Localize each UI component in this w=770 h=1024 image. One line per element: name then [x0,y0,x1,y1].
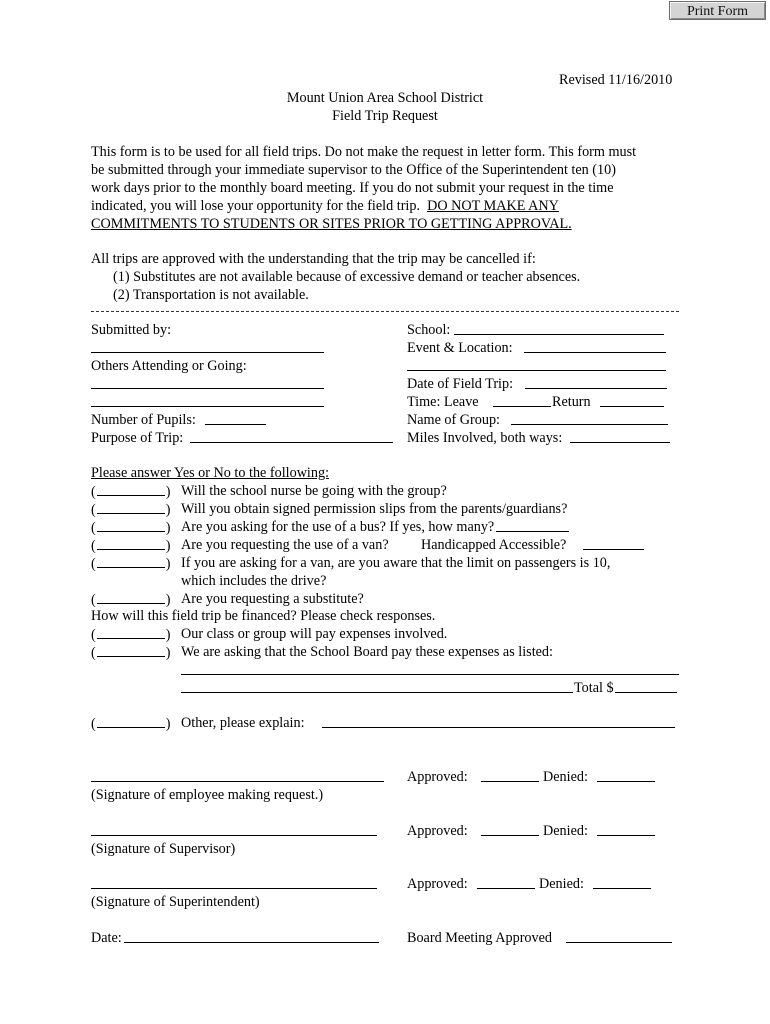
employee-denied-field[interactable] [597,781,655,782]
other-explain-field[interactable] [322,727,675,728]
miles-field[interactable] [570,442,670,443]
questions-heading: Please answer Yes or No to the following: [91,465,330,481]
time-leave-label: Time: Leave [407,394,479,410]
denied-label: Denied: [543,769,588,785]
purpose-of-trip-label: Purpose of Trip: [91,430,184,446]
question-text: Are you requesting a substitute? [181,591,364,607]
question-row [91,518,495,537]
intro-line-3: work days prior to the monthly board meeting. If you do not submit your request in the time [91,180,614,196]
total-field[interactable] [615,692,677,693]
expenses-field-2[interactable] [181,692,573,693]
cancellation-lead: All trips are approved with the understanding that the trip may be cancelled if: [91,251,536,267]
revised-date: Revised 11/16/2010 [559,72,673,88]
answer-blank[interactable]: ( ) [91,556,171,572]
dashed-divider [91,311,679,312]
question-text: Are you asking for the use of a bus? If yes, how many? [181,519,495,535]
board-meeting-field[interactable] [566,942,672,943]
time-return-field[interactable] [600,406,664,407]
supervisor-signature-field[interactable] [91,835,377,836]
approved-label: Approved: [407,876,468,892]
answer-blank[interactable]: ( ) [91,592,171,608]
superintendent-denied-field[interactable] [593,888,651,889]
financing-row [91,625,448,644]
question-text: Are you requesting the use of a van? [181,537,389,553]
supervisor-denied-field[interactable] [597,835,655,836]
date-of-trip-label: Date of Field Trip: [407,376,514,392]
intro-line-4 [91,197,559,215]
supervisor-signature-label: (Signature of Supervisor) [91,841,236,857]
question-row [91,554,611,573]
name-of-group-label: Name of Group: [407,412,500,428]
supervisor-approved-field[interactable] [481,835,539,836]
superintendent-signature-label: (Signature of Superintendent) [91,894,260,910]
date-label: Date: [91,930,122,946]
others-attending-field-2[interactable] [91,406,324,407]
intro-line-2: be submitted through your immediate supervisor to the Office of the Superintendent ten (10) [91,162,616,178]
denied-label: Denied: [539,876,584,892]
financing-option-text: We are asking that the School Board pay these expenses as listed: [181,644,553,660]
answer-blank[interactable]: ( ) [91,538,171,554]
answer-blank[interactable]: ( ) [91,484,171,500]
question-row [91,500,568,519]
date-of-trip-field[interactable] [525,388,667,389]
time-leave-field[interactable] [493,406,551,407]
answer-blank[interactable]: ( ) [91,645,171,661]
submitted-by-field[interactable] [91,352,324,353]
other-label: Other, please explain: [181,715,305,731]
school-label: School: [407,322,451,338]
question-row [91,536,389,555]
warning-text-2: COMMITMENTS TO STUDENTS OR SITES PRIOR TO GETTING APPROVAL. [91,216,572,232]
expenses-field-1[interactable] [181,674,679,675]
answer-blank[interactable]: ( ) [91,502,171,518]
question-row [91,482,447,501]
employee-approved-field[interactable] [481,781,539,782]
miles-label: Miles Involved, both ways: [407,430,563,446]
answer-blank[interactable]: ( ) [91,627,171,643]
employee-signature-field[interactable] [91,781,384,782]
print-form-button[interactable]: Print Form [669,1,766,20]
handicapped-field[interactable] [583,549,644,550]
number-of-pupils-field[interactable] [205,424,266,425]
intro-line-4-text: indicated, you will lose your opportunity for the field trip. [91,198,421,214]
district-name: Mount Union Area School District [286,90,484,106]
intro-line-1: This form is to be used for all field trips. Do not make the request in letter form. This form must [91,144,637,160]
superintendent-approved-field[interactable] [477,888,535,889]
school-field[interactable] [454,334,664,335]
cancellation-item-2: (2) Transportation is not available. [113,287,309,303]
event-location-label: Event & Location: [407,340,513,356]
time-return-label: Return [552,394,591,410]
financing-heading: How will this field trip be financed? Please check responses. [91,608,436,624]
answer-blank[interactable]: ( ) [91,520,171,536]
answer-blank[interactable]: ( ) [91,716,171,732]
employee-signature-label: (Signature of employee making request.) [91,787,324,803]
total-label: Total $ [574,680,614,696]
submitted-by-label: Submitted by: [91,322,172,338]
event-location-field[interactable] [524,352,666,353]
others-attending-field-1[interactable] [91,388,324,389]
approved-label: Approved: [407,769,468,785]
question-text: Will you obtain signed permission slips from the parents/guardians? [181,501,568,517]
question-text: Will the school nurse be going with the group? [181,483,447,499]
name-of-group-field[interactable] [511,424,668,425]
superintendent-signature-field[interactable] [91,888,377,889]
handicapped-label: Handicapped Accessible? [421,537,567,553]
purpose-of-trip-field[interactable] [190,442,393,443]
financing-row [91,714,305,733]
bus-count-field[interactable] [496,531,569,532]
warning-text-1: DO NOT MAKE ANY [427,198,559,214]
financing-option-text: Our class or group will pay expenses involved. [181,626,448,642]
cancellation-item-1: (1) Substitutes are not available because of excessive demand or teacher absences. [113,269,581,285]
others-attending-label: Others Attending or Going: [91,358,247,374]
question-text: If you are asking for a van, are you aware that the limit on passengers is 10, [181,555,611,571]
page-title: Field Trip Request [332,108,438,124]
event-location-field-2[interactable] [407,370,666,371]
board-meeting-label: Board Meeting Approved [407,930,552,946]
financing-row [91,643,553,662]
question-text-continued: which includes the drive? [181,573,327,589]
denied-label: Denied: [543,823,588,839]
number-of-pupils-label: Number of Pupils: [91,412,196,428]
approved-label: Approved: [407,823,468,839]
date-field[interactable] [124,942,379,943]
